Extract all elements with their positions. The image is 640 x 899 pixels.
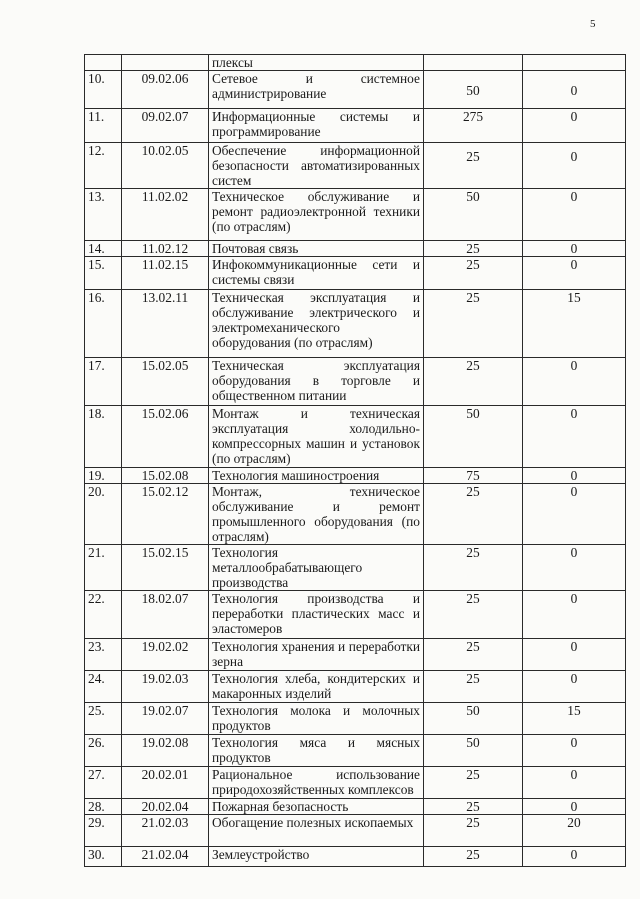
quota-total-value: 25 bbox=[466, 591, 480, 606]
quota-total bbox=[424, 109, 523, 143]
specialty-code: 19.02.02 bbox=[122, 639, 209, 671]
quota-target bbox=[523, 406, 626, 468]
specialty-code: 11.02.15 bbox=[122, 257, 209, 290]
table-row bbox=[85, 71, 626, 109]
specialty-name-line: Землеустройство bbox=[212, 847, 310, 862]
quota-total bbox=[424, 591, 523, 639]
quota-target bbox=[523, 671, 626, 703]
row-number bbox=[85, 55, 122, 71]
quota-total-value: 50 bbox=[466, 83, 480, 98]
quota-target-value: 0 bbox=[570, 358, 578, 373]
row-number: 23. bbox=[85, 639, 122, 671]
quota-target bbox=[523, 484, 626, 545]
row-number: 25. bbox=[85, 703, 122, 735]
specialty-code: 19.02.08 bbox=[122, 735, 209, 767]
table-row bbox=[85, 358, 626, 406]
table-row bbox=[85, 767, 626, 799]
quota-target bbox=[523, 703, 626, 735]
quota-target-value: 15 bbox=[567, 290, 581, 305]
specialty-name bbox=[209, 767, 424, 799]
quota-total-value: 25 bbox=[466, 815, 480, 830]
quota-target-value: 0 bbox=[570, 639, 578, 654]
specialties-table bbox=[84, 54, 626, 867]
specialty-name-line: Обогащение полезных ископаемых bbox=[212, 815, 414, 830]
specialty-name bbox=[209, 847, 424, 867]
row-number: 13. bbox=[85, 189, 122, 241]
specialty-name-line: Техническая эксплуатация и обслуживание электрического и электромеханического оборудования (по отраслям) bbox=[212, 290, 420, 350]
specialty-name-line: Монтаж и техническая эксплуатация холодильно-компрессорных машин и установок (по отраслям) bbox=[212, 406, 420, 466]
table-body bbox=[85, 55, 626, 867]
row-number: 10. bbox=[85, 71, 122, 109]
quota-total bbox=[424, 358, 523, 406]
table-row bbox=[85, 815, 626, 847]
row-number: 11. bbox=[85, 109, 122, 143]
quota-total-value: 25 bbox=[466, 799, 480, 814]
quota-total-value: 25 bbox=[466, 257, 480, 272]
specialty-code: 15.02.06 bbox=[122, 406, 209, 468]
row-number: 15. bbox=[85, 257, 122, 290]
quota-total-value: 25 bbox=[466, 149, 480, 164]
quota-total-value: 25 bbox=[466, 767, 480, 782]
specialty-name-line: Информационные системы и программирование bbox=[212, 109, 420, 139]
specialty-name bbox=[209, 358, 424, 406]
table-row bbox=[85, 671, 626, 703]
specialty-name-line: Технология молока и молочных продуктов bbox=[212, 703, 420, 733]
quota-target-value: 0 bbox=[570, 189, 578, 204]
specialty-code: 09.02.07 bbox=[122, 109, 209, 143]
row-number: 29. bbox=[85, 815, 122, 847]
table-row bbox=[85, 591, 626, 639]
quota-total-value: 50 bbox=[466, 189, 480, 204]
specialty-code: 10.02.05 bbox=[122, 143, 209, 189]
quota-target bbox=[523, 735, 626, 767]
quota-target bbox=[523, 847, 626, 867]
quota-target-value: 0 bbox=[570, 591, 578, 606]
quota-total-value: 25 bbox=[466, 545, 480, 560]
table-row bbox=[85, 799, 626, 815]
specialty-name-line: Техническое обслуживание и ремонт радиоэлектронной техники (по отраслям) bbox=[212, 189, 420, 234]
quota-target bbox=[523, 257, 626, 290]
quota-total bbox=[424, 468, 523, 484]
specialty-name-line: Технология металлообрабатывающего производства bbox=[212, 545, 363, 590]
quota-target bbox=[523, 189, 626, 241]
specialty-name bbox=[209, 735, 424, 767]
quota-target bbox=[523, 639, 626, 671]
row-number: 28. bbox=[85, 799, 122, 815]
row-number: 30. bbox=[85, 847, 122, 867]
specialty-code: 20.02.04 bbox=[122, 799, 209, 815]
quota-target bbox=[523, 815, 626, 847]
quota-total bbox=[424, 484, 523, 545]
specialty-name-line: Рациональное использование природохозяйственных комплексов bbox=[212, 767, 420, 797]
specialty-name-line: Технология мяса и мясных продуктов bbox=[212, 735, 420, 765]
row-number: 12. bbox=[85, 143, 122, 189]
quota-target bbox=[523, 767, 626, 799]
quota-target-value: 0 bbox=[570, 109, 578, 124]
quota-target bbox=[523, 545, 626, 591]
specialty-name bbox=[209, 143, 424, 189]
specialty-name bbox=[209, 591, 424, 639]
specialty-name-line: Инфокоммуникационные сети и системы связи bbox=[212, 257, 420, 287]
quota-target-value: 0 bbox=[570, 671, 578, 686]
quota-target bbox=[523, 143, 626, 189]
quota-total-value: 275 bbox=[462, 109, 484, 124]
specialty-name bbox=[209, 55, 424, 71]
specialty-name-line: Почтовая связь bbox=[212, 241, 299, 256]
quota-total bbox=[424, 257, 523, 290]
specialty-name bbox=[209, 241, 424, 257]
specialty-code: 15.02.05 bbox=[122, 358, 209, 406]
specialty-code: 15.02.15 bbox=[122, 545, 209, 591]
quota-target bbox=[523, 358, 626, 406]
quota-target-value: 0 bbox=[570, 241, 578, 256]
row-number: 26. bbox=[85, 735, 122, 767]
row-number: 24. bbox=[85, 671, 122, 703]
specialty-name bbox=[209, 639, 424, 671]
quota-total-value: 50 bbox=[466, 406, 480, 421]
table-row bbox=[85, 406, 626, 468]
row-number: 19. bbox=[85, 468, 122, 484]
specialty-code: 13.02.11 bbox=[122, 290, 209, 358]
quota-total-value: 25 bbox=[466, 847, 480, 862]
quota-target bbox=[523, 71, 626, 109]
table-row bbox=[85, 55, 626, 71]
quota-target-value: 0 bbox=[570, 484, 578, 499]
table-row bbox=[85, 639, 626, 671]
quota-total bbox=[424, 703, 523, 735]
quota-total bbox=[424, 639, 523, 671]
quota-total bbox=[424, 545, 523, 591]
row-number: 14. bbox=[85, 241, 122, 257]
row-number: 27. bbox=[85, 767, 122, 799]
quota-total-value: 50 bbox=[466, 735, 480, 750]
quota-target-value: 0 bbox=[570, 83, 578, 98]
quota-total-value: 25 bbox=[466, 358, 480, 373]
row-number: 17. bbox=[85, 358, 122, 406]
specialty-code bbox=[122, 55, 209, 71]
quota-total-value: 50 bbox=[466, 703, 480, 718]
quota-total bbox=[424, 815, 523, 847]
quota-target bbox=[523, 290, 626, 358]
specialty-name bbox=[209, 545, 424, 591]
quota-total bbox=[424, 847, 523, 867]
row-number: 20. bbox=[85, 484, 122, 545]
quota-target bbox=[523, 55, 626, 71]
quota-target-value: 0 bbox=[570, 406, 578, 421]
specialty-name-line: Монтаж, техническое обслуживание и ремонт промышленного оборудования (по отраслям) bbox=[212, 484, 420, 544]
table-row bbox=[85, 257, 626, 290]
quota-total-value: 25 bbox=[466, 290, 480, 305]
row-number: 21. bbox=[85, 545, 122, 591]
specialty-name-line: Технология производства и переработки пластических масс и эластомеров bbox=[212, 591, 420, 636]
specialty-name-line: Техническая эксплуатация оборудования в торговле и общественном питании bbox=[212, 358, 420, 403]
quota-total bbox=[424, 735, 523, 767]
specialty-code: 19.02.07 bbox=[122, 703, 209, 735]
quota-target-value: 0 bbox=[570, 767, 578, 782]
specialty-code: 21.02.04 bbox=[122, 847, 209, 867]
specialty-name bbox=[209, 257, 424, 290]
quota-total-value: 75 bbox=[466, 468, 480, 483]
specialty-name bbox=[209, 71, 424, 109]
specialty-name-line: Технология хлеба, кондитерских и макаронных изделий bbox=[212, 671, 420, 701]
specialty-name-line: Технология машиностроения bbox=[212, 468, 380, 483]
table-row bbox=[85, 109, 626, 143]
quota-target bbox=[523, 799, 626, 815]
table-row bbox=[85, 703, 626, 735]
specialty-code: 11.02.02 bbox=[122, 189, 209, 241]
specialty-name bbox=[209, 189, 424, 241]
row-number: 16. bbox=[85, 290, 122, 358]
page-number: 5 bbox=[590, 18, 596, 30]
quota-total bbox=[424, 671, 523, 703]
quota-target-value: 0 bbox=[570, 735, 578, 750]
quota-total bbox=[424, 71, 523, 109]
quota-total bbox=[424, 189, 523, 241]
specialty-name bbox=[209, 671, 424, 703]
quota-target-value: 0 bbox=[570, 257, 578, 272]
specialty-code: 11.02.12 bbox=[122, 241, 209, 257]
quota-target bbox=[523, 241, 626, 257]
specialty-code: 15.02.12 bbox=[122, 484, 209, 545]
quota-total bbox=[424, 290, 523, 358]
quota-target-value: 15 bbox=[567, 703, 581, 718]
quota-total bbox=[424, 55, 523, 71]
table-row bbox=[85, 545, 626, 591]
specialty-name-line: Пожарная безопасность bbox=[212, 799, 349, 814]
quota-target-value: 0 bbox=[570, 149, 578, 164]
quota-total-value: 25 bbox=[466, 484, 480, 499]
specialty-name-line: Обеспечение информационной безопасности автоматизированных систем bbox=[212, 143, 420, 188]
specialty-name bbox=[209, 799, 424, 815]
specialty-name bbox=[209, 815, 424, 847]
specialty-name bbox=[209, 703, 424, 735]
quota-total bbox=[424, 241, 523, 257]
row-number: 22. bbox=[85, 591, 122, 639]
quota-total-value: 25 bbox=[466, 241, 480, 256]
quota-target-value: 0 bbox=[570, 545, 578, 560]
table-row bbox=[85, 189, 626, 241]
quota-target-value: 0 bbox=[570, 847, 578, 862]
table-row bbox=[85, 735, 626, 767]
specialty-name-line: плексы bbox=[212, 55, 253, 70]
table-row bbox=[85, 290, 626, 358]
specialty-name bbox=[209, 290, 424, 358]
quota-total bbox=[424, 143, 523, 189]
quota-total bbox=[424, 406, 523, 468]
quota-target-value: 20 bbox=[567, 815, 581, 830]
specialty-code: 19.02.03 bbox=[122, 671, 209, 703]
quota-total-value: 25 bbox=[466, 671, 480, 686]
specialty-name-line: Сетевое и системное администрирование bbox=[212, 71, 420, 101]
specialty-name bbox=[209, 468, 424, 484]
table-row bbox=[85, 847, 626, 867]
specialty-code: 09.02.06 bbox=[122, 71, 209, 109]
quota-target-value: 0 bbox=[570, 799, 578, 814]
quota-total-value: 25 bbox=[466, 639, 480, 654]
quota-total bbox=[424, 767, 523, 799]
table-row bbox=[85, 143, 626, 189]
table-row bbox=[85, 468, 626, 484]
specialty-code: 15.02.08 bbox=[122, 468, 209, 484]
quota-target-value: 0 bbox=[570, 468, 578, 483]
table-row bbox=[85, 241, 626, 257]
table-row bbox=[85, 484, 626, 545]
quota-target bbox=[523, 109, 626, 143]
specialty-name-line: Технология хранения и переработки зерна bbox=[212, 639, 420, 669]
quota-target bbox=[523, 591, 626, 639]
row-number: 18. bbox=[85, 406, 122, 468]
quota-target bbox=[523, 468, 626, 484]
specialty-code: 20.02.01 bbox=[122, 767, 209, 799]
quota-total bbox=[424, 799, 523, 815]
specialty-name bbox=[209, 406, 424, 468]
specialty-code: 21.02.03 bbox=[122, 815, 209, 847]
specialty-name bbox=[209, 484, 424, 545]
specialty-name bbox=[209, 109, 424, 143]
specialty-code: 18.02.07 bbox=[122, 591, 209, 639]
